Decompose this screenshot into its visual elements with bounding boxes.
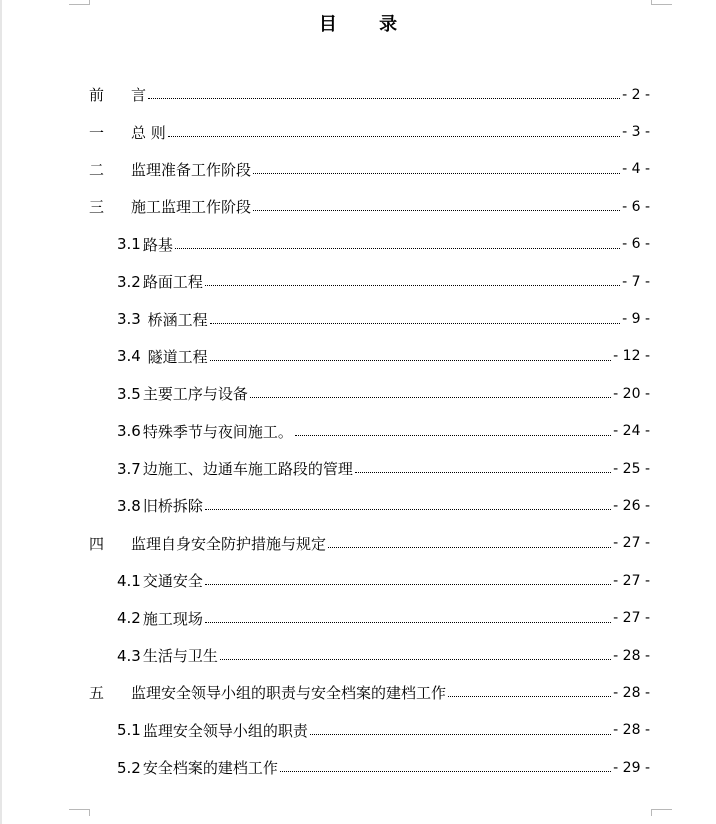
toc-entry-label: 施工监理工作阶段	[131, 198, 252, 217]
toc-entry-5-1[interactable]	[89, 712, 650, 749]
dot-leader	[210, 360, 612, 361]
toc-entry-page: - 3 -	[622, 124, 650, 141]
page-left-edge	[0, 0, 2, 824]
toc-entry-label: 隧道工程	[147, 347, 208, 366]
toc-entry-3-5[interactable]	[89, 375, 650, 412]
toc-entry-number: 4.3	[117, 646, 141, 665]
toc-entry-label: 监理安全领导小组的职责与安全档案的建档工作	[131, 684, 447, 703]
toc-entry-page: - 28 -	[613, 722, 650, 739]
toc-entry-label: 言	[131, 86, 147, 105]
toc-entry-3-6[interactable]	[89, 413, 650, 450]
toc-entry-page: - 7 -	[622, 273, 650, 290]
dot-leader	[148, 98, 620, 99]
toc-entry-page: - 20 -	[613, 385, 650, 402]
toc-entry-label: 主要工序与设备	[142, 385, 248, 404]
toc-entry-number: 5.2	[117, 758, 141, 777]
toc-entry-3-3[interactable]	[89, 300, 650, 337]
toc-entry-label: 路基	[142, 235, 173, 254]
toc-entry-page: - 9 -	[622, 311, 650, 328]
dot-leader	[205, 584, 611, 585]
toc-entry-page: - 27 -	[613, 572, 650, 589]
toc-entry-page: - 25 -	[613, 460, 650, 477]
toc-entry-number: 三	[89, 198, 105, 217]
toc-entry-page: - 6 -	[622, 236, 650, 253]
toc-entry-preface[interactable]	[89, 76, 650, 113]
dot-leader	[205, 285, 620, 286]
toc-entry-label: 桥涵工程	[147, 310, 208, 329]
toc-entry-chapter-1[interactable]	[89, 113, 650, 150]
toc-entry-label: 旧桥拆除	[142, 497, 203, 516]
dot-leader	[448, 696, 611, 697]
toc-entry-label: 安全档案的建档工作	[142, 759, 278, 778]
toc-entry-page: - 12 -	[613, 348, 650, 365]
toc-entry-5-2[interactable]	[89, 749, 650, 786]
toc-entry-3-4[interactable]	[89, 338, 650, 375]
toc-entry-page: - 26 -	[613, 497, 650, 514]
toc-entry-page: - 28 -	[613, 684, 650, 701]
toc-entry-number: 一	[89, 123, 105, 142]
crop-mark-top-left	[69, 0, 90, 5]
toc-entry-3-1[interactable]	[89, 226, 650, 263]
toc-entry-label: 总 则	[131, 123, 166, 142]
dot-leader	[210, 323, 620, 324]
toc-entry-page: - 27 -	[613, 535, 650, 552]
crop-mark-bottom-right	[651, 809, 672, 816]
toc-entry-4-1[interactable]	[89, 562, 650, 599]
toc-entry-number: 四	[89, 534, 105, 553]
dot-leader	[168, 136, 620, 137]
toc-entry-chapter-4[interactable]	[89, 525, 650, 562]
toc-entry-label: 施工现场	[142, 609, 203, 628]
dot-leader	[280, 771, 611, 772]
toc-entry-page: - 27 -	[613, 610, 650, 627]
toc-entry-page: - 29 -	[613, 759, 650, 776]
toc-entry-number: 3.4	[117, 347, 146, 366]
crop-mark-bottom-left	[69, 809, 90, 816]
toc-entry-page: - 28 -	[613, 647, 650, 664]
toc-entry-number: 4.1	[117, 571, 141, 590]
toc-entry-page: - 4 -	[622, 161, 650, 178]
toc-entry-chapter-5[interactable]	[89, 674, 650, 711]
toc-entry-number: 3.3	[117, 310, 146, 329]
toc-entry-chapter-3[interactable]	[89, 188, 650, 225]
toc-entry-number: 二	[89, 160, 105, 179]
toc-entry-4-3[interactable]	[89, 637, 650, 674]
toc-entry-3-7[interactable]	[89, 450, 650, 487]
dot-leader	[310, 734, 611, 735]
toc-entry-page: - 6 -	[622, 198, 650, 215]
toc-entry-number: 3.2	[117, 272, 141, 291]
crop-mark-top-right	[651, 0, 672, 5]
dot-leader	[220, 659, 611, 660]
toc-entry-number: 3.5	[117, 384, 141, 403]
toc-entry-label: 路面工程	[142, 273, 203, 292]
table-of-contents	[89, 76, 650, 786]
dot-leader	[253, 173, 620, 174]
toc-entry-number: 4.2	[117, 609, 141, 628]
toc-entry-number: 前	[89, 86, 105, 105]
toc-entry-4-2[interactable]	[89, 599, 650, 636]
dot-leader	[205, 509, 611, 510]
toc-entry-3-8[interactable]	[89, 487, 650, 524]
toc-entry-page: - 24 -	[613, 423, 650, 440]
dot-leader	[250, 397, 611, 398]
toc-title: 目 录	[318, 14, 416, 35]
toc-entry-page: - 2 -	[622, 86, 650, 103]
toc-entry-number: 3.8	[117, 496, 141, 515]
dot-leader	[295, 435, 611, 436]
toc-entry-label: 监理安全领导小组的职责	[142, 721, 308, 740]
dot-leader	[175, 248, 620, 249]
toc-entry-label: 生活与卫生	[142, 647, 218, 666]
toc-entry-label: 特殊季节与夜间施工。	[142, 422, 293, 441]
toc-entry-number: 3.1	[117, 235, 141, 254]
toc-entry-number: 3.7	[117, 459, 141, 478]
toc-entry-label: 边施工、边通车施工路段的管理	[142, 460, 353, 479]
dot-leader	[328, 547, 611, 548]
toc-entry-3-2[interactable]	[89, 263, 650, 300]
toc-entry-chapter-2[interactable]	[89, 151, 650, 188]
toc-entry-label: 监理准备工作阶段	[131, 160, 252, 179]
toc-entry-number: 5.1	[117, 721, 141, 740]
toc-entry-number: 3.6	[117, 422, 141, 441]
toc-entry-number: 五	[89, 684, 105, 703]
dot-leader	[205, 622, 611, 623]
dot-leader	[253, 210, 620, 211]
toc-entry-label: 监理自身安全防护措施与规定	[131, 534, 327, 553]
dot-leader	[355, 472, 611, 473]
toc-entry-label: 交通安全	[142, 572, 203, 591]
